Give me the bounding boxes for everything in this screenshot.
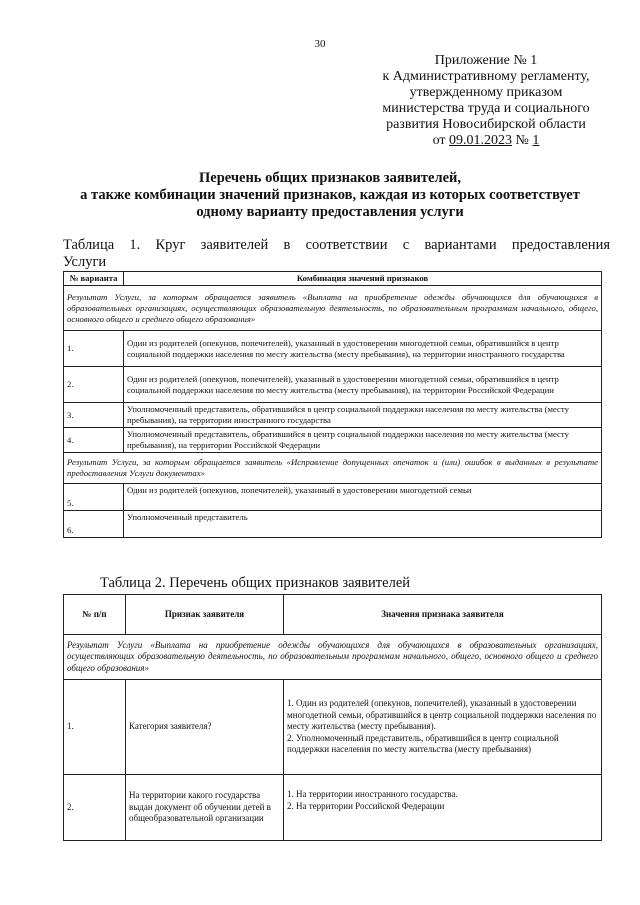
table1 <box>63 271 602 538</box>
row-text: Уполномоченный представитель, обратившийся в центр социальной поддержки населения по месту жительства (месту пребывания), на территории Российской Федерации <box>124 428 602 453</box>
appendix-line: к Административному регламенту, <box>382 69 590 84</box>
header-variant-number: № варианта <box>64 272 124 286</box>
table-row <box>64 484 602 511</box>
appendix-number: 1 <box>532 133 540 148</box>
result-description: Результат Услуги «Выплата на приобретение одежды обучающихся для обучающихся в образовательных организациях, осуществляющих образовательную деятельность, по образовательным программам начального, общего, основного общего и среднего общего образования» <box>64 635 602 680</box>
table-header-row <box>64 595 602 635</box>
value-item: 1. На территории иностранного государства. <box>287 789 458 799</box>
table2 <box>63 594 602 841</box>
value-item: 2. На территории Российской Федерации <box>287 800 445 811</box>
appendix-line: развития Новосибирской области <box>386 117 586 132</box>
table-row <box>64 367 602 403</box>
table1-caption-cont: Услуги <box>63 254 107 270</box>
table-result-row <box>64 635 602 680</box>
table-row <box>64 331 602 367</box>
appendix-line: утвержденному приказом <box>409 85 563 100</box>
header-values: Значения признака заявителя <box>284 595 602 635</box>
row-number: 2. <box>64 775 126 841</box>
table-row <box>64 403 602 428</box>
header-number: № п/п <box>64 595 126 635</box>
row-text: Один из родителей (опекунов, попечителей), указанный в удостоверении многодетной семьи, обратившийся в центр социальной поддержки населения по месту жительства (месту пребывания), на территории Российской Федерации <box>124 367 602 403</box>
row-values <box>284 775 602 841</box>
appendix-number-sign: № <box>512 133 533 148</box>
row-number: 2. <box>64 367 124 403</box>
result-description: Результат Услуги, за которым обращается заявитель «Исправление допущенных опечаток и (или) ошибок в выданных в результате предоставления Услуги документах» <box>64 453 602 484</box>
row-values <box>284 680 602 775</box>
table-result-row <box>64 286 602 331</box>
table1-caption: Таблица 1. Круг заявителей в соответствии с вариантами предоставления <box>63 237 610 253</box>
appendix-line: министерства труда и социального <box>382 101 590 116</box>
page-number: 30 <box>314 38 326 50</box>
table-row <box>64 680 602 775</box>
table-row <box>64 511 602 538</box>
row-text: Уполномоченный представитель <box>124 511 602 538</box>
row-number: 6. <box>64 511 124 538</box>
row-attribute: На территории какого государства выдан документ об обучении детей в общеобразовательной организации <box>126 775 284 841</box>
table-row <box>64 428 602 453</box>
row-number: 4. <box>64 428 124 453</box>
table-header-row <box>64 272 602 286</box>
value-item: 2. Уполномоченный представитель, обратившийся в центр социальной поддержки населения по месту жительства (месту пребывания) <box>287 732 559 755</box>
appendix-line: Приложение № 1 <box>434 53 538 68</box>
row-text: Уполномоченный представитель, обратившийся в центр социальной поддержки населения по месту жительства (месту пребывания), на территории иностранного государства <box>124 403 602 428</box>
heading-line: Перечень общих признаков заявителей, <box>198 170 461 186</box>
row-number: 1. <box>64 680 126 775</box>
appendix-date-line <box>356 133 616 149</box>
header-attribute: Признак заявителя <box>126 595 284 635</box>
table-row <box>64 775 602 841</box>
row-number: 5. <box>64 484 124 511</box>
appendix-block <box>356 53 616 149</box>
document-heading <box>60 170 600 221</box>
appendix-date: 09.01.2023 <box>449 133 513 148</box>
row-number: 1. <box>64 331 124 367</box>
table2-caption: Таблица 2. Перечень общих признаков заявителей <box>100 575 411 591</box>
row-text: Один из родителей (опекунов, попечителей), указанный в удостоверении многодетной семьи <box>124 484 602 511</box>
heading-line: а также комбинации значений признаков, каждая из которых соответствует <box>80 187 580 203</box>
row-attribute: Категория заявителя? <box>126 680 284 775</box>
row-number: 3. <box>64 403 124 428</box>
appendix-prefix: от <box>432 133 450 148</box>
result-description: Результат Услуги, за которым обращается заявитель «Выплата на приобретение одежды обучающихся для обучающихся в образовательных организациях, осуществляющих образовательную деятельность, по образовательным программам начального, общего, основного общего и среднего общего образования» <box>64 286 602 331</box>
value-item: 1. Один из родителей (опекунов, попечителей), указанный в удостоверении многодетной семьи, обратившийся в центр социальной поддержки населения по месту жительства (месту пребывания). <box>287 698 597 732</box>
table-result-row <box>64 453 602 484</box>
header-combination: Комбинация значений признаков <box>124 272 602 286</box>
heading-line: одному варианту предоставления услуги <box>196 204 464 220</box>
row-text: Один из родителей (опекунов, попечителей), указанный в удостоверении многодетной семьи, обратившийся в центр социальной поддержки населения по месту жительства (месту пребывания), на территории иностранного государства <box>124 331 602 367</box>
